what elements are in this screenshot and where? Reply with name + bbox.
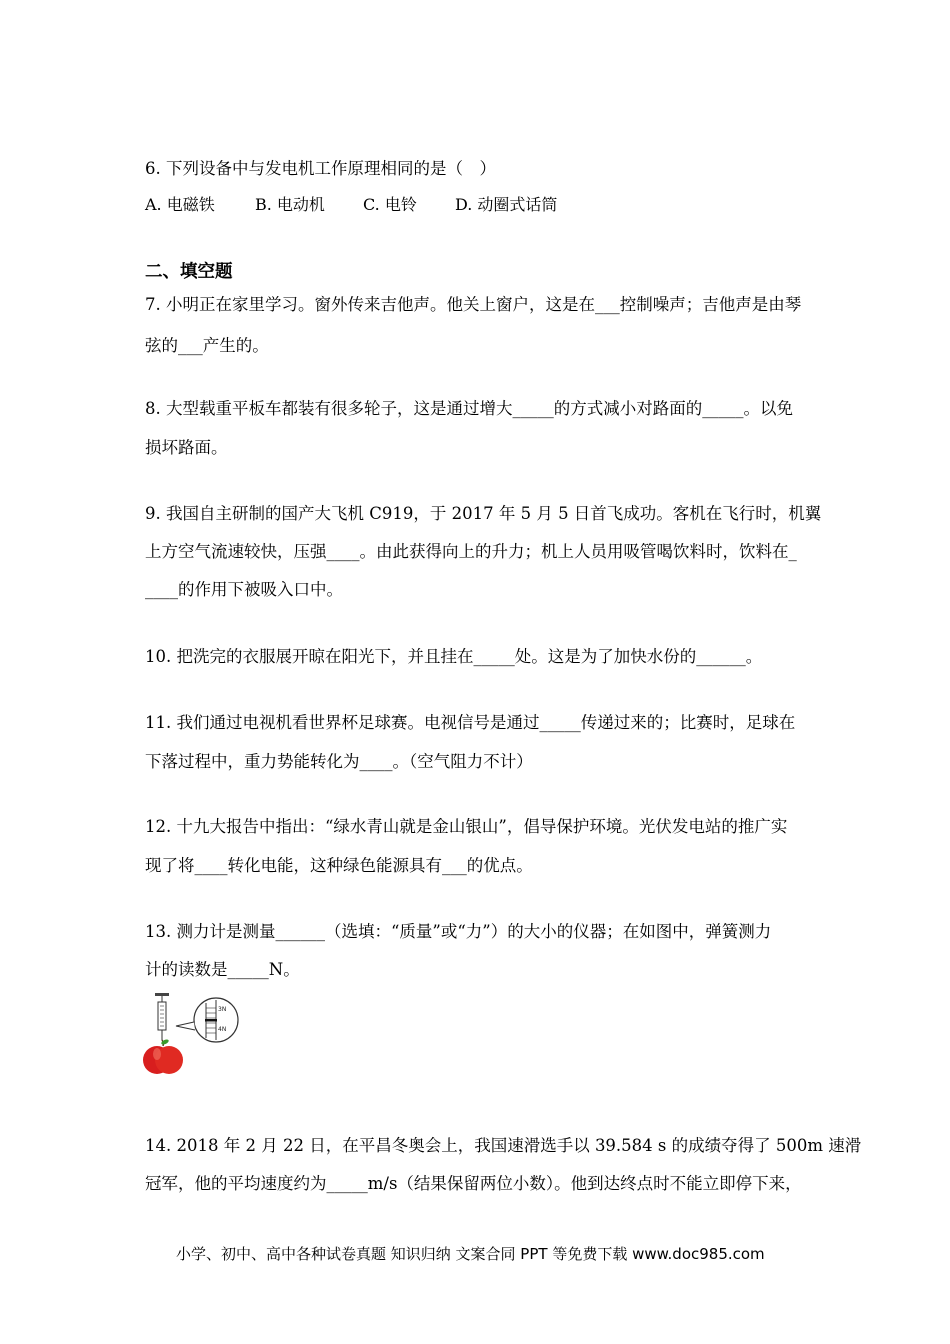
question-11-line-1: 11. 我们通过电视机看世界杯足球赛。电视信号是通过_____传递过来的；比赛时，足球在 [145, 713, 796, 732]
question-12-line-2: 现了将____转化电能，这种绿色能源具有___的优点。 [145, 856, 533, 875]
option-c: C. 电铃 [363, 195, 417, 214]
question-7-line-1: 7. 小明正在家里学习。窗外传来吉他声。他关上窗户，这是在___控制噪声；吉他声是由琴 [145, 295, 802, 314]
question-10-line-1: 10. 把洗完的衣服展开晾在阳光下，并且挂在_____处。这是为了加快水份的______。 [145, 647, 763, 666]
spring-scale-apple-figure [143, 990, 243, 1082]
option-b: B. 电动机 [255, 195, 325, 214]
question-7-line-2: 弦的___产生的。 [145, 336, 269, 355]
spring-scale-icon [155, 993, 169, 1040]
apple-icon [143, 1038, 183, 1074]
question-11-line-2: 下落过程中，重力势能转化为____。（空气阻力不计） [145, 752, 533, 771]
question-13-line-1: 13. 测力计是测量______（选填：“质量”或“力”）的大小的仪器；在如图中，弹簧测力 [145, 922, 772, 941]
question-8-line-2: 损坏路面。 [145, 438, 228, 457]
question-12-line-1: 12. 十九大报告中指出：“绿水青山就是金山银山”，倡导保护环境。光伏发电站的推广实 [145, 817, 788, 836]
question-9-line-1: 9. 我国自主研制的国产大飞机 C919，于 2017 年 5 月 5 日首飞成功。客机在飞行时，机翼 [145, 504, 822, 523]
question-13-line-2: 计的读数是_____N。 [145, 960, 300, 979]
question-9-line-2: 上方空气流速较快，压强____。由此获得向上的升力；机上人员用吸管喝饮料时，饮料在_ [145, 542, 797, 561]
magnified-dial-icon [176, 998, 238, 1042]
dial-label-4n: 4N [218, 1026, 227, 1033]
option-a: A. 电磁铁 [145, 195, 215, 214]
question-6-stem: 6. 下列设备中与发电机工作原理相同的是（ ） [145, 159, 496, 178]
question-8-line-1: 8. 大型载重平板车都装有很多轮子，这是通过增大_____的方式减小对路面的_____。以免 [145, 399, 793, 418]
question-6-options [145, 193, 557, 217]
question-14-line-1: 14. 2018 年 2 月 22 日，在平昌冬奥会上，我国速滑选手以 39.584 s 的成绩夺得了 500m 速滑 [145, 1136, 862, 1155]
option-d: D. 动圈式话筒 [455, 195, 558, 214]
page-footer: 小学、初中、高中各种试卷真题 知识归纳 文案合同 PPT 等免费下载 www.doc985.com [176, 1245, 765, 1263]
question-14-line-2: 冠军，他的平均速度约为_____m/s（结果保留两位小数）。他到达终点时不能立即停下来， [145, 1174, 802, 1193]
section-heading: 二、填空题 [145, 262, 233, 282]
dial-label-3n: 3N [218, 1006, 227, 1013]
question-9-line-3: ____的作用下被吸入口中。 [145, 580, 343, 599]
